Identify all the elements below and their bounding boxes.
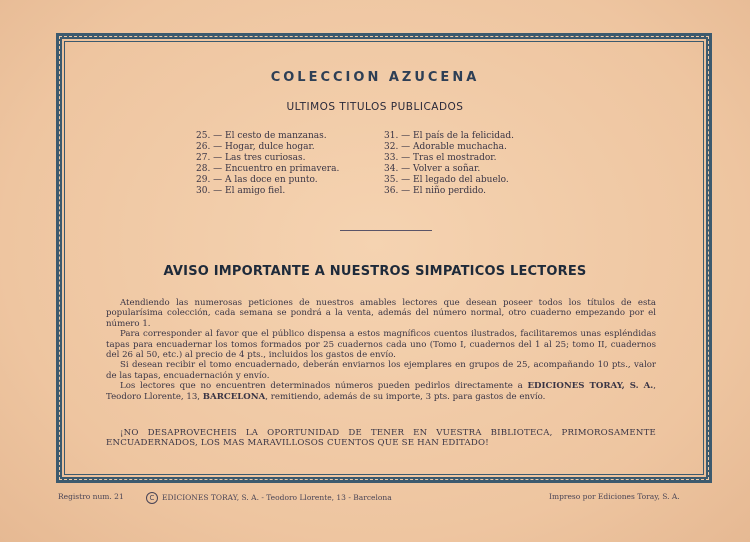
titles-list-left — [196, 131, 339, 197]
list-item: 31. — El país de la felicidad. — [384, 131, 514, 141]
notice-paragraph-4: Los lectores que no encuentren determinados números pueden pedirlos directamente a EDICIONES TORAY, S. A., Teodoro Llorente, 13, BARCELONA, remitiendo, además de su importe, 3 pts. para gastos de envío. — [106, 381, 656, 402]
notice-paragraph-1: Atendiendo las numerosas peticiones de nuestros amables lectores que desean poseer todos los títulos de esta popularísima colección, cada semana se pondrá a la venta, además del número normal, otro cuaderno empezando por el número 1. — [106, 298, 656, 329]
list-item: 25. — El cesto de manzanas. — [196, 131, 327, 141]
publisher-name: EDICIONES TORAY, S. A. — [527, 381, 654, 392]
list-item: 26. — Hogar, dulce hogar. — [196, 142, 315, 152]
list-item: 29. — A las doce en punto. — [196, 175, 318, 185]
list-item: 33. — Tras el mostrador. — [384, 153, 497, 163]
section-divider — [340, 230, 432, 231]
copyright-icon: C — [146, 492, 158, 504]
notice-paragraph-3: Si desean recibir el tomo encuadernado, deberán enviarnos los ejemplares en grupos de 25, acompañando 10 pts., valor de las tapas, encuadernación y envío. — [106, 360, 656, 381]
notice-paragraph-2: Para corresponder al favor que el público dispensa a estos magníficos cuentos ilustrados, facilitaremos unas espléndidas tapas para encuadernar los tomos formados por 25 cuadernos cada uno (Tomo I, cuadernos del 1 al 25; tomo II, cuadernos del 26 al 50, etc.) al precio de 4 pts., incluidos los gastos de envío. — [106, 329, 656, 361]
closing-exclamation: ¡NO DESAPROVECHEIS LA OPORTUNIDAD DE TENER EN VUESTRA BIBLIOTECA, PRIMOROSAMENTE ENCUADERNADOS, LOS MAS MARAVILLOSOS CUENTOS QUE SE HAN EDITADO! — [106, 428, 656, 449]
list-item: 34. — Volver a soñar. — [384, 164, 481, 174]
publisher-footer: C EDICIONES TORAY, S. A. - Teodoro Llorente, 13 - Barcelona — [146, 492, 392, 504]
list-item: 32. — Adorable muchacha. — [384, 142, 507, 152]
collection-title: COLECCION AZUCENA — [270, 70, 480, 85]
list-item: 35. — El legado del abuelo. — [384, 175, 509, 185]
list-item: 30. — El amigo fiel. — [196, 186, 286, 196]
printer-credit: Impreso por Ediciones Toray, S. A. — [549, 492, 680, 501]
notice-body — [106, 298, 656, 402]
city-name: BARCELONA — [202, 391, 266, 402]
list-item: 28. — Encuentro en primavera. — [196, 164, 340, 174]
notice-heading: AVISO IMPORTANTE A NUESTROS SIMPATICOS LECTORES — [163, 264, 587, 279]
list-item: 36. — El niño perdido. — [384, 186, 487, 196]
titles-list-right — [384, 131, 514, 197]
list-item: 27. — Las tres curiosas. — [196, 153, 306, 163]
recent-titles-heading: ULTIMOS TITULOS PUBLICADOS — [286, 101, 464, 113]
registry-number: Registro num. 21 — [58, 492, 124, 501]
